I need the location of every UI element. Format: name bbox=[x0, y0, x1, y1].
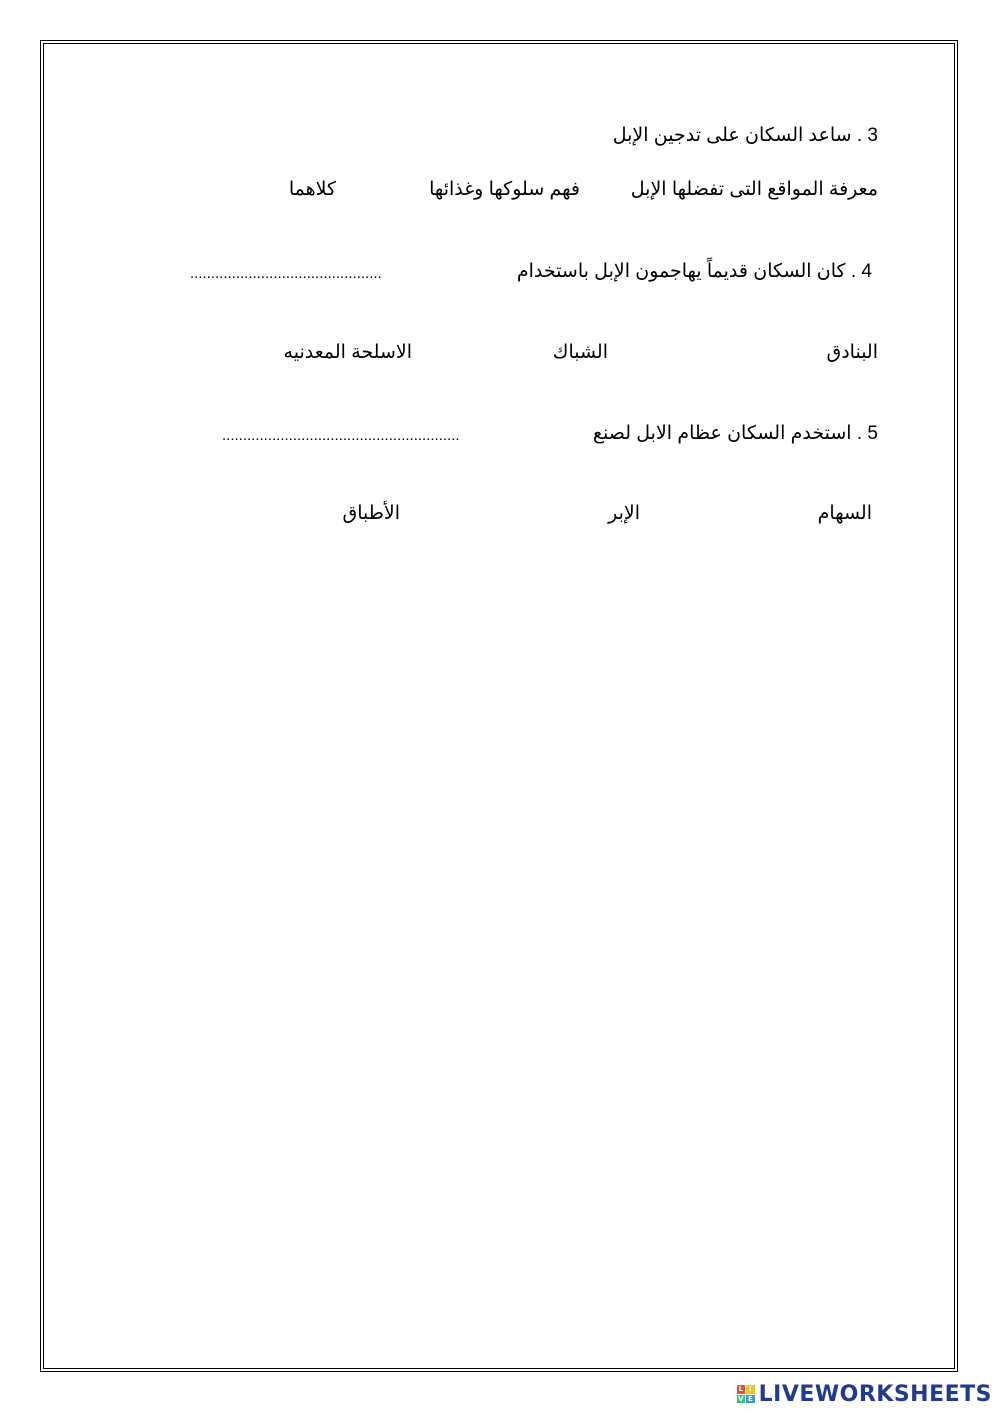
logo-letter-v: V bbox=[738, 1394, 744, 1403]
question-3-option-2[interactable]: فهم سلوكها وغذائها bbox=[429, 179, 580, 200]
question-5-option-1[interactable]: السهام bbox=[817, 503, 872, 524]
question-4-blank[interactable]: .............................................. bbox=[190, 265, 382, 282]
question-5-option-2[interactable]: الإبر bbox=[608, 503, 640, 524]
question-5-option-3[interactable]: الأطباق bbox=[342, 503, 400, 524]
page-border-inner bbox=[43, 43, 955, 1369]
question-3-number: 3 bbox=[867, 125, 878, 146]
logo-letter-e: E bbox=[747, 1394, 753, 1403]
question-4 bbox=[517, 260, 872, 283]
question-4-option-1[interactable]: البنادق bbox=[826, 342, 878, 363]
question-4-text: . كان السكان قديماً يهاجمون الإبل باستخدام bbox=[516, 261, 857, 282]
liveworksheets-logo bbox=[737, 1381, 992, 1407]
question-5-text: . استخدم السكان عظام الابل لصنع bbox=[592, 423, 863, 444]
liveworksheets-brand-text: LIVEWORKSHEETS bbox=[758, 1381, 992, 1407]
question-3-option-3[interactable]: كلاهما bbox=[288, 179, 336, 200]
logo-letter-i: I bbox=[746, 1385, 755, 1394]
question-3-option-1[interactable]: معرفة المواقع التى تفضلها الإبل bbox=[630, 179, 878, 200]
question-5 bbox=[593, 422, 878, 445]
logo-letter-l: L bbox=[737, 1385, 746, 1394]
question-3 bbox=[613, 124, 878, 147]
question-5-blank[interactable]: ......................................................... bbox=[222, 427, 460, 444]
question-4-option-3[interactable]: الاسلحة المعدنيه bbox=[283, 342, 412, 363]
liveworksheets-mark-icon bbox=[737, 1385, 755, 1403]
question-4-option-2[interactable]: الشباك bbox=[552, 342, 608, 363]
question-3-text: . ساعد السكان على تدجين الإبل bbox=[612, 125, 863, 146]
question-4-number: 4 bbox=[861, 261, 872, 282]
question-5-number: 5 bbox=[867, 423, 878, 444]
